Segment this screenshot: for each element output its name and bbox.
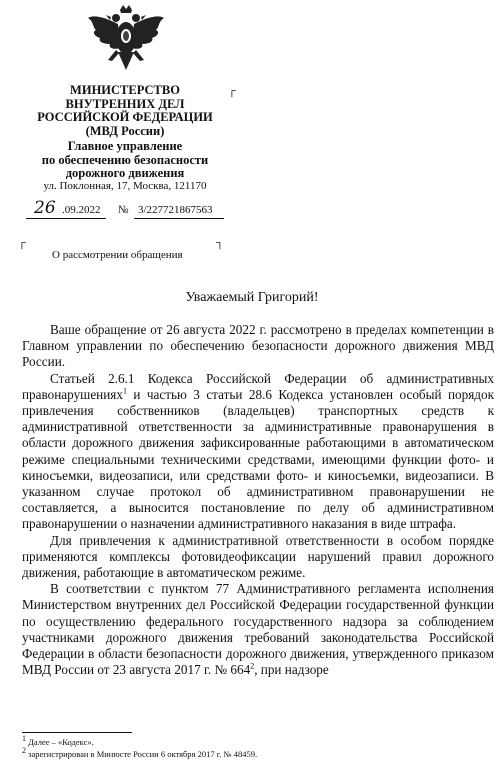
ministry-name bbox=[20, 84, 230, 138]
paragraph-text: Статьей 2.6.1 Кодекса Российской Федерации об административных правонарушениях bbox=[22, 370, 494, 402]
document-number: 3/227721867563 bbox=[138, 204, 213, 216]
paragraph-text: , при надзоре bbox=[254, 662, 329, 678]
footnote bbox=[22, 746, 258, 759]
paragraph bbox=[22, 371, 494, 533]
number-underline bbox=[134, 218, 224, 219]
footnote-ref: 2 bbox=[250, 661, 255, 671]
ministry-line: МИНИСТЕРСТВО bbox=[70, 83, 180, 97]
double-headed-eagle-emblem-icon bbox=[86, 4, 166, 76]
letter-body bbox=[22, 322, 494, 678]
corner-mark: ┌ bbox=[228, 85, 236, 97]
address: ул. Поклонная, 17, Москва, 121170 bbox=[43, 180, 207, 192]
corner-mark: ┐ bbox=[216, 237, 224, 249]
paragraph-text: и частью 3 статьи 28.6 Кодекса установлен особый порядок привлечения собственников (владельцев) транспортных средств к административной ответственности за административные правонарушения в области дорожного движения зафиксированные работающими в автоматическом режиме специальными техническими средствами, имеющими функции фото- и киносъемки, видеозаписи, или средствами фото- и киносъемки, видеозаписи. В указанном случае протокол об административном правонарушении не составляется, а выносится постановление по делу об административном правонарушении о назначении административного наказания в виде штрафа. bbox=[22, 386, 494, 532]
paragraph-text: В соответствии с пунктом 77 Административного регламента исполнения Министерством внутренних дел Российской Федерации государственной функции по осуществлению федерального государственного надзора за соблюдением участниками дорожного движения требований законодательства Российской Федерации в области безопасности дорожного движения, утвержденного приказом МВД России от 23 августа 2017 г. № 664 bbox=[22, 581, 494, 678]
footnote-text: зарегистрирован в Минюсте России 6 октября 2017 г. № 48459. bbox=[26, 749, 258, 759]
department-line: дорожного движения bbox=[65, 166, 185, 180]
number-sign: № bbox=[118, 204, 129, 216]
date-underline bbox=[26, 218, 106, 219]
footnote-number: 2 bbox=[22, 746, 26, 756]
paragraph bbox=[22, 581, 494, 678]
footnote bbox=[22, 734, 94, 747]
paragraph: Для привлечения к административной ответственности в особом порядке применяются комплексы фотовидеофиксации нарушений правил дорожного движения, работающие в автоматическом режиме. bbox=[22, 532, 494, 581]
handwritten-day: 26 bbox=[34, 198, 56, 218]
subject-line: О рассмотрении обращения bbox=[52, 249, 183, 261]
department-name bbox=[20, 140, 230, 181]
department-line: по обеспечению безопасности bbox=[41, 152, 209, 167]
footnote-text: Далее – «Кодекс». bbox=[26, 737, 94, 747]
ministry-line: РОССИЙСКОЙ ФЕДЕРАЦИИ bbox=[37, 110, 213, 124]
department-line: Главное управление bbox=[67, 139, 183, 153]
ministry-abbr: (МВД России) bbox=[85, 123, 165, 138]
date-value: .09.2022 bbox=[62, 204, 101, 216]
corner-mark: ┌ bbox=[18, 237, 26, 249]
date-number-line bbox=[26, 200, 226, 220]
footnote-divider bbox=[22, 732, 132, 733]
footnote-number: 1 bbox=[22, 734, 26, 744]
paragraph: Ваше обращение от 26 августа 2022 г. рассмотрено в пределах компетенции в Главном управлении по обеспечению безопасности дорожного движения МВД России. bbox=[22, 322, 494, 370]
greeting: Уважаемый Григорий! bbox=[185, 290, 319, 305]
ministry-line: ВНУТРЕННИХ ДЕЛ bbox=[65, 96, 185, 111]
footnote-ref: 1 bbox=[122, 386, 127, 396]
